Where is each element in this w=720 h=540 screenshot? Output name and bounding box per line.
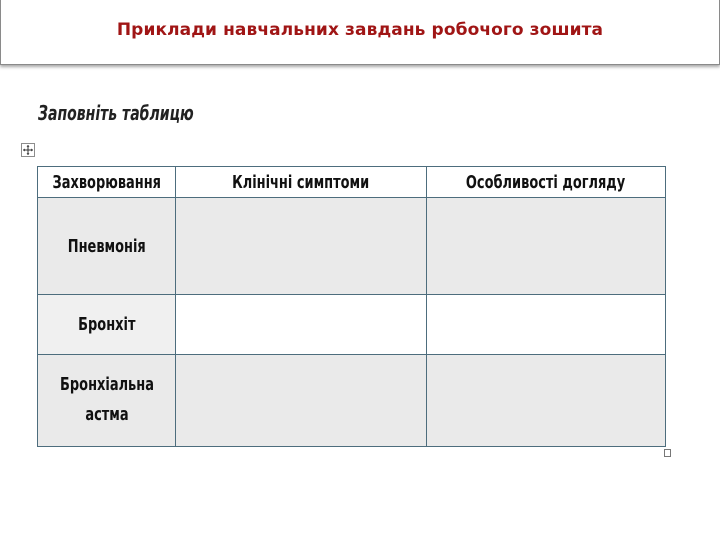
table-resize-icon[interactable] [664,449,671,457]
header-disease: Захворювання [38,167,176,198]
slide-title: Приклади навчальних завдань робочого зошита [116,20,604,40]
disease-cell: Пневмонія [38,198,176,295]
table-header-row [38,167,666,198]
disease-cell: Бронхіт [38,295,176,355]
worksheet-table [37,166,666,447]
disease-cell: Бронхіальна астма [38,354,176,446]
table-row [38,198,666,295]
worksheet-instruction: Заповніть таблицю [38,101,194,125]
table-row [38,354,666,446]
care-cell[interactable] [427,295,666,355]
symptoms-cell[interactable] [176,354,427,446]
symptoms-cell[interactable] [176,198,427,295]
header-care: Особливості догляду [427,167,666,198]
table-row [38,295,666,355]
header-symptoms: Клінічні симптоми [176,167,427,198]
symptoms-cell[interactable] [176,295,427,355]
care-cell[interactable] [427,198,666,295]
care-cell[interactable] [427,354,666,446]
table-move-icon[interactable] [21,143,35,157]
